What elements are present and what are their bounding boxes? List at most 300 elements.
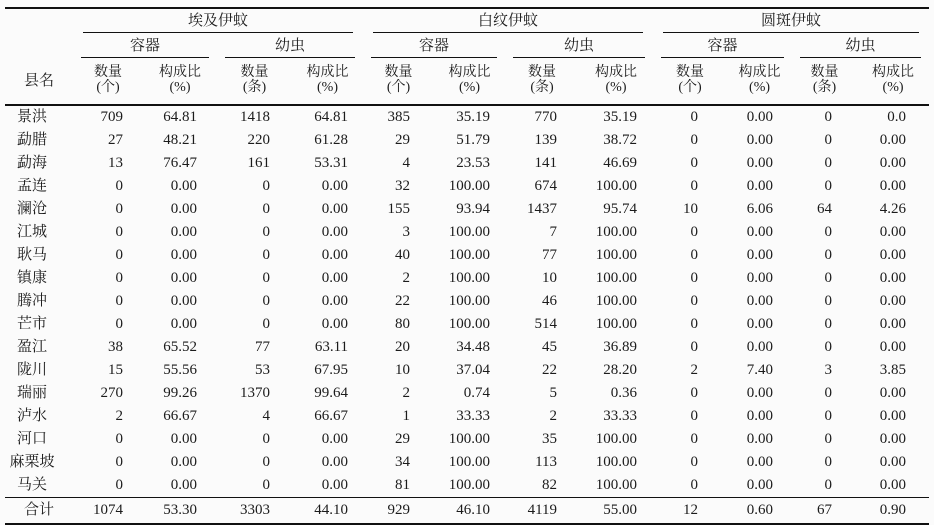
quantity-cell: 81 <box>395 477 411 493</box>
percentage-cell: 0.00 <box>879 385 907 401</box>
percentage-cell: 0.00 <box>746 132 774 148</box>
percentage-cell: 55.56 <box>163 362 197 378</box>
quantity-cell: 139 <box>534 132 558 148</box>
species-header-label: 圆斑伊蚊 <box>663 9 919 33</box>
col-header-quantity-unit: (个) <box>678 80 702 95</box>
percentage-cell: 0.00 <box>321 477 349 493</box>
percentage-cell: 48.21 <box>163 132 197 148</box>
percentage-cell: 0.00 <box>746 155 774 171</box>
quantity-cell: 0 <box>824 247 833 263</box>
percentage-cell: 23.53 <box>456 155 491 171</box>
percentage-cell: 63.11 <box>314 339 349 355</box>
col-header-quantity-unit: (条) <box>242 80 267 95</box>
county-cell: 河口 <box>16 431 47 447</box>
quantity-cell: 0 <box>115 454 123 470</box>
county-cell: 马关 <box>16 477 47 493</box>
percentage-cell: 0.00 <box>321 431 349 447</box>
percentage-cell: 0.00 <box>321 178 349 194</box>
percentage-cell: 0.00 <box>321 247 349 263</box>
percentage-cell: 0.00 <box>321 270 349 286</box>
col-header-percentage-unit: (%) <box>169 80 191 95</box>
percentage-cell: 100.00 <box>595 224 638 240</box>
quantity-cell: 0 <box>115 316 123 332</box>
subgroup-header-container: 容器 <box>73 33 217 58</box>
col-header-percentage <box>292 58 363 105</box>
quantity-cell: 0 <box>115 178 123 194</box>
percentage-cell: 0.00 <box>746 109 774 125</box>
percentage-cell: 67.95 <box>314 362 349 378</box>
quantity-cell: 709 <box>100 109 123 125</box>
table-row <box>5 175 929 198</box>
percentage-cell: 35.19 <box>456 109 491 125</box>
quantity-cell: 3303 <box>240 502 270 518</box>
county-cell: 泸水 <box>16 408 47 424</box>
quantity-cell: 0 <box>824 155 833 171</box>
total-label-cell: 合计 <box>23 502 54 518</box>
quantity-cell: 0 <box>690 431 699 447</box>
percentage-cell: 0.00 <box>746 316 774 332</box>
percentage-cell: 0.00 <box>746 224 774 240</box>
quantity-cell: 155 <box>387 201 411 217</box>
quantity-cell: 0 <box>824 109 833 125</box>
subgroup-header-container: 容器 <box>653 33 792 58</box>
quantity-cell: 80 <box>395 316 411 332</box>
quantity-cell: 38 <box>108 339 123 355</box>
quantity-cell: 0 <box>262 293 270 309</box>
col-header-percentage-label: 构成比 <box>738 64 781 80</box>
table-row <box>5 359 929 382</box>
quantity-cell: 514 <box>534 316 558 332</box>
quantity-cell: 4 <box>262 408 270 424</box>
percentage-cell: 0.00 <box>170 477 197 493</box>
quantity-cell: 0 <box>690 385 699 401</box>
quantity-cell: 161 <box>247 155 270 171</box>
col-header-quantity-unit: (条) <box>530 80 554 95</box>
col-header-percentage-unit: (%) <box>605 80 627 95</box>
percentage-cell: 0.00 <box>879 247 907 263</box>
quantity-cell: 77 <box>255 339 270 355</box>
percentage-cell: 100.00 <box>595 178 638 194</box>
percentage-cell: 93.94 <box>456 201 491 217</box>
col-header-quantity <box>363 58 434 105</box>
percentage-cell: 0.00 <box>879 132 907 148</box>
quantity-cell: 34 <box>395 454 411 470</box>
col-header-quantity-label: 数量 <box>676 64 705 80</box>
quantity-cell: 0 <box>262 431 270 447</box>
quantity-cell: 0 <box>824 454 833 470</box>
percentage-cell: 100.00 <box>448 431 491 447</box>
col-header-percentage-unit: (%) <box>459 80 481 95</box>
quantity-cell: 0 <box>824 477 833 493</box>
percentage-cell: 99.64 <box>314 385 349 401</box>
percentage-cell: 0.00 <box>170 201 197 217</box>
county-cell: 耿马 <box>16 247 47 263</box>
percentage-cell: 51.79 <box>456 132 491 148</box>
percentage-cell: 100.00 <box>595 454 638 470</box>
quantity-cell: 1074 <box>93 502 123 518</box>
percentage-cell: 0.74 <box>463 385 491 401</box>
quantity-cell: 0 <box>824 293 833 309</box>
percentage-cell: 0.00 <box>170 454 197 470</box>
county-cell: 澜沧 <box>16 201 47 217</box>
quantity-cell: 0 <box>690 155 699 171</box>
county-cell: 勐腊 <box>16 132 47 148</box>
col-header-quantity-label: 数量 <box>240 64 269 80</box>
county-cell: 芒市 <box>16 316 47 332</box>
col-header-quantity <box>653 58 727 105</box>
quantity-cell: 0 <box>115 477 123 493</box>
col-header-percentage <box>857 58 929 105</box>
quantity-cell: 46 <box>542 293 558 309</box>
percentage-cell: 0.00 <box>746 178 774 194</box>
quantity-cell: 0 <box>262 201 270 217</box>
percentage-cell: 0.00 <box>879 431 907 447</box>
col-header-percentage-label: 构成比 <box>306 64 349 80</box>
percentage-cell: 65.52 <box>163 339 197 355</box>
col-header-percentage-unit: (%) <box>317 80 338 95</box>
quantity-cell: 13 <box>108 155 123 171</box>
col-header-quantity-label: 数量 <box>528 64 557 80</box>
percentage-cell: 0.00 <box>321 224 349 240</box>
percentage-cell: 0.00 <box>746 293 774 309</box>
percentage-cell: 66.67 <box>163 408 197 424</box>
percentage-cell: 0.00 <box>321 201 349 217</box>
percentage-cell: 100.00 <box>448 224 491 240</box>
percentage-cell: 0.00 <box>879 316 907 332</box>
col-header-quantity-unit: (条) <box>812 80 837 95</box>
quantity-cell: 2 <box>115 408 123 424</box>
quantity-cell: 0 <box>690 178 699 194</box>
table-row <box>5 244 929 267</box>
percentage-cell: 100.00 <box>595 477 638 493</box>
quantity-cell: 0 <box>690 408 699 424</box>
quantity-cell: 0 <box>824 339 833 355</box>
quantity-cell: 1370 <box>240 385 270 401</box>
percentage-cell: 46.69 <box>603 155 638 171</box>
percentage-cell: 53.30 <box>163 502 197 518</box>
percentage-cell: 100.00 <box>595 247 638 263</box>
percentage-cell: 0.00 <box>879 454 907 470</box>
county-cell: 腾冲 <box>16 293 47 309</box>
col-header-quantity-label: 数量 <box>94 64 122 80</box>
percentage-cell: 0.00 <box>879 339 907 355</box>
species-header-label: 埃及伊蚊 <box>83 9 353 33</box>
quantity-cell: 4119 <box>527 502 558 518</box>
percentage-cell: 100.00 <box>448 293 491 309</box>
percentage-cell: 0.00 <box>746 431 774 447</box>
percentage-cell: 76.47 <box>163 155 197 171</box>
quantity-cell: 29 <box>395 431 411 447</box>
percentage-cell: 64.81 <box>314 109 349 125</box>
table-row <box>5 451 929 474</box>
county-column-header: 县名 <box>23 73 54 89</box>
percentage-cell: 0.00 <box>746 385 774 401</box>
quantity-cell: 64 <box>817 201 833 217</box>
quantity-cell: 0 <box>690 132 699 148</box>
percentage-cell: 0.00 <box>879 293 907 309</box>
quantity-cell: 0 <box>824 270 833 286</box>
quantity-cell: 10 <box>683 201 699 217</box>
quantity-cell: 270 <box>100 385 123 401</box>
quantity-cell: 10 <box>542 270 558 286</box>
percentage-cell: 6.06 <box>746 201 774 217</box>
col-header-percentage <box>579 58 653 105</box>
percentage-cell: 0.00 <box>746 477 774 493</box>
percentage-cell: 33.33 <box>456 408 491 424</box>
quantity-cell: 53 <box>255 362 270 378</box>
species-header-label: 白纹伊蚊 <box>373 9 643 33</box>
quantity-cell: 82 <box>542 477 558 493</box>
percentage-cell: 33.33 <box>603 408 638 424</box>
species-header-aedes-albopictus <box>363 8 653 33</box>
quantity-cell: 0 <box>690 293 699 309</box>
percentage-cell: 0.00 <box>170 247 197 263</box>
quantity-cell: 3 <box>824 362 833 378</box>
percentage-cell: 0.00 <box>879 477 907 493</box>
percentage-cell: 0.36 <box>610 385 638 401</box>
percentage-cell: 0.00 <box>746 454 774 470</box>
quantity-cell: 0 <box>690 477 699 493</box>
county-cell: 瑞丽 <box>16 385 47 401</box>
percentage-cell: 0.00 <box>746 247 774 263</box>
quantity-cell: 0 <box>115 270 123 286</box>
quantity-cell: 770 <box>534 109 558 125</box>
table-row <box>5 382 929 405</box>
table-body <box>5 105 929 498</box>
quantity-cell: 0 <box>262 270 270 286</box>
quantity-cell: 45 <box>542 339 558 355</box>
quantity-cell: 32 <box>395 178 411 194</box>
percentage-cell: 35.19 <box>603 109 638 125</box>
percentage-cell: 0.00 <box>879 270 907 286</box>
quantity-cell: 22 <box>542 362 558 378</box>
percentage-cell: 66.67 <box>314 408 349 424</box>
quantity-cell: 0 <box>824 178 833 194</box>
percentage-cell: 100.00 <box>595 293 638 309</box>
quantity-cell: 0 <box>824 408 833 424</box>
quantity-cell: 7 <box>549 224 558 240</box>
percentage-cell: 0.00 <box>170 270 197 286</box>
county-cell: 陇川 <box>16 362 47 378</box>
quantity-cell: 3 <box>402 224 411 240</box>
col-header-quantity-unit: (个) <box>96 80 120 95</box>
total-row <box>5 498 929 525</box>
county-cell: 麻栗坡 <box>9 454 55 470</box>
col-header-quantity <box>505 58 579 105</box>
quantity-cell: 220 <box>247 132 270 148</box>
table-row <box>5 221 929 244</box>
percentage-cell: 0.00 <box>746 408 774 424</box>
percentage-cell: 100.00 <box>448 454 491 470</box>
percentage-cell: 100.00 <box>448 316 491 332</box>
quantity-cell: 27 <box>108 132 123 148</box>
col-header-percentage-label: 构成比 <box>159 64 201 80</box>
quantity-cell: 67 <box>817 502 833 518</box>
percentage-cell: 0.00 <box>879 178 907 194</box>
percentage-cell: 0.00 <box>170 293 197 309</box>
percentage-cell: 100.00 <box>448 247 491 263</box>
quantity-cell: 0 <box>824 385 833 401</box>
percentage-cell: 0.90 <box>879 502 907 518</box>
percentage-cell: 0.00 <box>170 178 197 194</box>
percentage-cell: 0.00 <box>746 339 774 355</box>
col-header-percentage <box>434 58 505 105</box>
col-header-percentage-label: 构成比 <box>872 64 915 80</box>
percentage-cell: 100.00 <box>448 477 491 493</box>
percentage-cell: 38.72 <box>603 132 638 148</box>
subgroup-header-larvae: 幼虫 <box>505 33 653 58</box>
table-row <box>5 267 929 290</box>
table-row <box>5 152 929 175</box>
quantity-cell: 29 <box>395 132 411 148</box>
quantity-cell: 0 <box>115 247 123 263</box>
quantity-cell: 0 <box>690 224 699 240</box>
percentage-cell: 61.28 <box>314 132 349 148</box>
percentage-cell: 55.00 <box>603 502 638 518</box>
quantity-cell: 20 <box>395 339 411 355</box>
percentage-cell: 34.48 <box>456 339 491 355</box>
col-header-quantity <box>73 58 143 105</box>
percentage-cell: 0.00 <box>321 316 349 332</box>
quantity-cell: 2 <box>402 385 411 401</box>
species-header-aedes-aegypti <box>73 8 363 33</box>
quantity-cell: 0 <box>115 224 123 240</box>
table-row <box>5 198 929 221</box>
species-header-aedes-scutellaris <box>653 8 929 33</box>
percentage-cell: 100.00 <box>595 431 638 447</box>
quantity-cell: 2 <box>549 408 558 424</box>
percentage-cell: 0.00 <box>879 155 907 171</box>
quantity-cell: 929 <box>387 502 411 518</box>
quantity-cell: 0 <box>115 431 123 447</box>
table-row <box>5 474 929 498</box>
table-footer <box>5 498 929 525</box>
col-header-quantity-label: 数量 <box>810 64 839 80</box>
col-header-percentage-label: 构成比 <box>448 64 491 80</box>
quantity-cell: 0 <box>115 293 123 309</box>
quantity-cell: 0 <box>824 132 833 148</box>
quantity-cell: 0 <box>262 178 270 194</box>
subgroup-header-larvae: 幼虫 <box>217 33 363 58</box>
percentage-cell: 0.00 <box>321 454 349 470</box>
quantity-cell: 4 <box>402 155 411 171</box>
quantity-cell: 0 <box>262 247 270 263</box>
county-cell: 景洪 <box>16 109 47 125</box>
percentage-cell: 4.26 <box>879 201 907 217</box>
quantity-cell: 0 <box>824 316 833 332</box>
subgroup-header-larvae: 幼虫 <box>792 33 929 58</box>
percentage-cell: 95.74 <box>603 201 638 217</box>
quantity-cell: 2 <box>402 270 411 286</box>
percentage-cell: 44.10 <box>314 502 349 518</box>
table-row <box>5 313 929 336</box>
percentage-cell: 100.00 <box>448 178 491 194</box>
col-header-quantity-label: 数量 <box>384 64 413 80</box>
percentage-cell: 100.00 <box>448 270 491 286</box>
col-header-quantity <box>792 58 857 105</box>
percentage-cell: 53.31 <box>314 155 349 171</box>
table-header <box>5 8 929 105</box>
quantity-cell: 5 <box>549 385 558 401</box>
percentage-cell: 0.00 <box>170 224 197 240</box>
county-cell: 孟连 <box>16 178 47 194</box>
percentage-cell: 37.04 <box>456 362 491 378</box>
percentage-cell: 3.85 <box>879 362 907 378</box>
quantity-cell: 10 <box>395 362 411 378</box>
percentage-cell: 0.60 <box>746 502 774 518</box>
table-row <box>5 428 929 451</box>
quantity-cell: 0 <box>824 224 833 240</box>
percentage-cell: 0.00 <box>170 316 197 332</box>
quantity-cell: 385 <box>387 109 411 125</box>
quantity-cell: 0 <box>262 316 270 332</box>
quantity-cell: 0 <box>262 224 270 240</box>
subgroup-header-container: 容器 <box>363 33 505 58</box>
percentage-cell: 7.40 <box>746 362 774 378</box>
quantity-cell: 0 <box>690 247 699 263</box>
county-cell: 盈江 <box>16 339 47 355</box>
quantity-cell: 22 <box>395 293 411 309</box>
percentage-cell: 28.20 <box>603 362 638 378</box>
quantity-cell: 2 <box>690 362 699 378</box>
percentage-cell: 0.00 <box>879 408 907 424</box>
county-cell: 江城 <box>16 224 47 240</box>
quantity-cell: 1418 <box>240 109 270 125</box>
quantity-cell: 0 <box>115 201 123 217</box>
quantity-cell: 77 <box>542 247 558 263</box>
percentage-cell: 46.10 <box>456 502 491 518</box>
quantity-cell: 141 <box>534 155 558 171</box>
quantity-cell: 12 <box>683 502 699 518</box>
col-header-quantity <box>217 58 292 105</box>
percentage-cell: 99.26 <box>163 385 197 401</box>
quantity-cell: 0 <box>690 270 699 286</box>
quantity-cell: 674 <box>534 178 558 194</box>
quantity-cell: 0 <box>690 454 699 470</box>
table-row <box>5 290 929 313</box>
col-header-percentage-unit: (%) <box>882 80 904 95</box>
county-cell: 镇康 <box>16 270 47 286</box>
percentage-cell: 64.81 <box>163 109 197 125</box>
quantity-cell: 40 <box>395 247 411 263</box>
col-header-percentage-unit: (%) <box>749 80 771 95</box>
table-row <box>5 336 929 359</box>
quantity-cell: 1 <box>402 408 411 424</box>
quantity-cell: 0 <box>690 339 699 355</box>
quantity-cell: 0 <box>262 477 270 493</box>
percentage-cell: 100.00 <box>595 316 638 332</box>
table-row <box>5 129 929 152</box>
percentage-cell: 0.0 <box>887 109 907 125</box>
quantity-cell: 15 <box>108 362 123 378</box>
quantity-cell: 1437 <box>527 201 558 217</box>
col-header-quantity-unit: (个) <box>386 80 411 95</box>
quantity-cell: 0 <box>262 454 270 470</box>
quantity-cell: 113 <box>535 454 558 470</box>
percentage-cell: 0.00 <box>879 224 907 240</box>
percentage-cell: 36.89 <box>603 339 638 355</box>
percentage-cell: 0.00 <box>746 270 774 286</box>
table-row <box>5 405 929 428</box>
col-header-percentage <box>727 58 792 105</box>
col-header-percentage-label: 构成比 <box>595 64 638 80</box>
quantity-cell: 0 <box>690 109 699 125</box>
mosquito-survey-table <box>5 7 929 525</box>
quantity-cell: 35 <box>542 431 558 447</box>
table-row <box>5 105 929 129</box>
percentage-cell: 0.00 <box>170 431 197 447</box>
quantity-cell: 0 <box>690 316 699 332</box>
